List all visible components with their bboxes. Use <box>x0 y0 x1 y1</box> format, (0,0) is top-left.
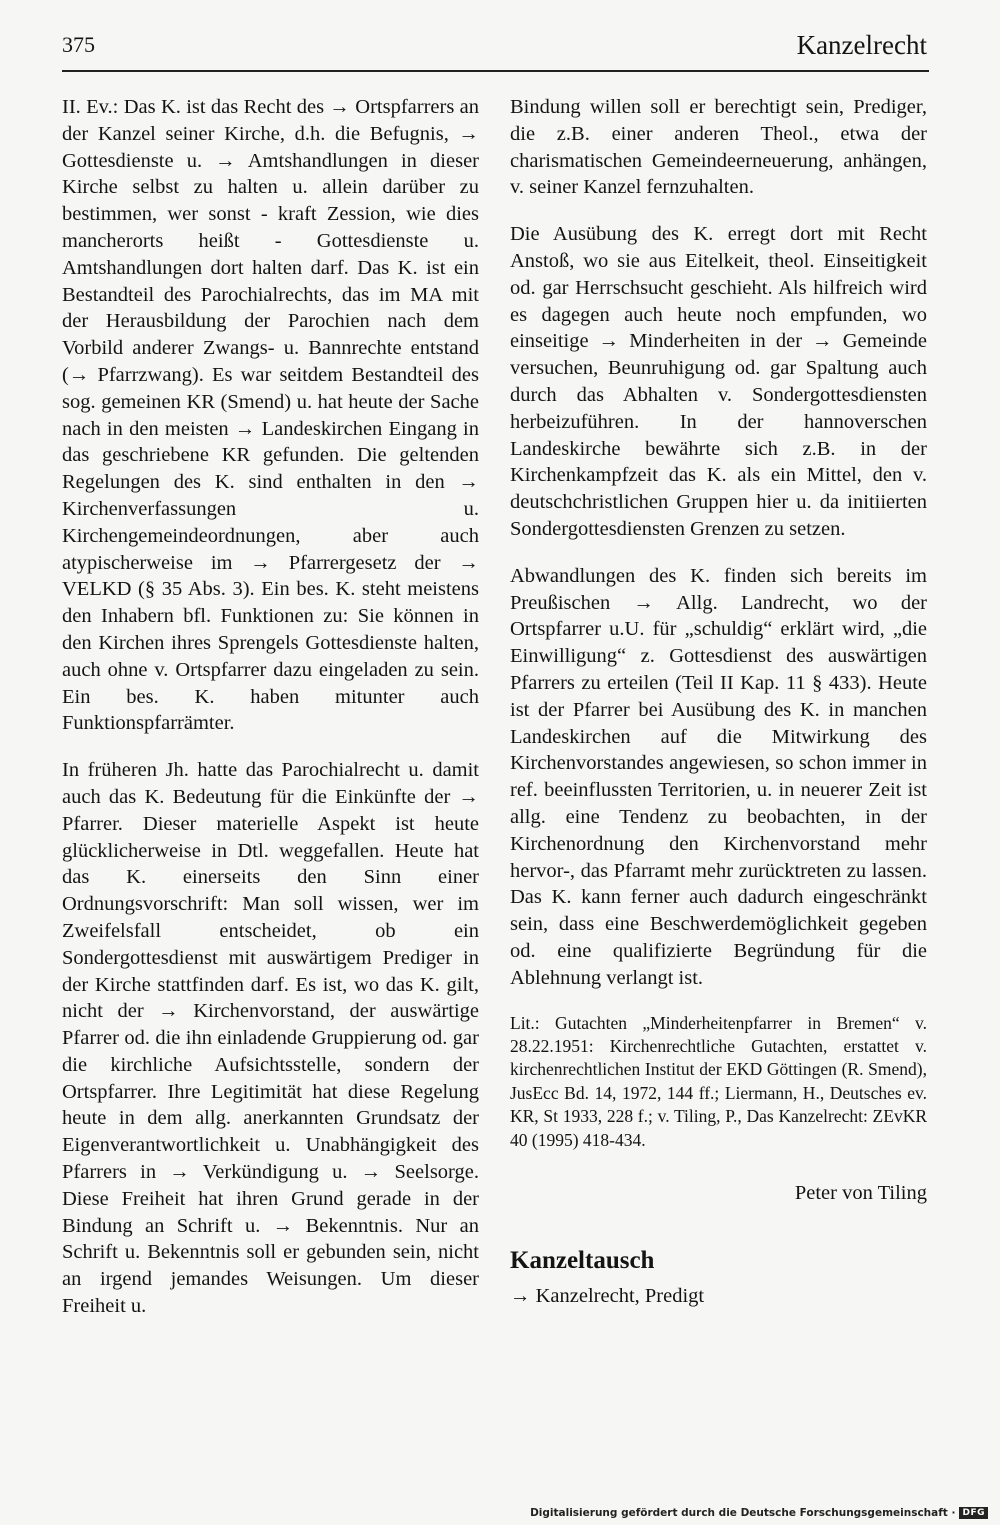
paragraph: II. Ev.: Das K. ist das Recht des → Ortspfarrers an der Kanzel seiner Kirche, d.h. die Befugnis, → Gottesdienste u. → Amtshandlungen in dieser Kirche selbst zu halten u. allein darüber zu bestimmen, wer sonst - kraft Zession, wie dies mancherorts heißt - Gottesdienste u. Amtshandlungen dort halten darf. Das K. ist ein Bestandteil des Parochialrechts, das im MA mit der Herausbildung der Parochien nach dem Vorbild anderer Zwangs- u. Bannrechte entstand (→ Pfarrzwang). Es war seitdem Bestandteil des sog. gemeinen KR (Smend) u. hat heute der Sache nach in den meisten → Landeskirchen Eingang in das geschriebene KR gefunden. Die geltenden Regelungen des K. sind enthalten in den → Kirchenverfassungen u. Kirchengemeindeordnungen, aber auch atypischerweise im → Pfarrergesetz der → VELKD (§ 35 Abs. 3). Ein bes. K. steht meistens den Inhabern bfl. Funktionen zu: Sie können in den Kirchen ihres Sprengels Gottesdienste halten, auch ohne v. Ortspfarrer dazu eingeladen zu sein. Ein bes. K. haben mitunter auch Funktionspfarrämter. <box>62 96 479 735</box>
credit-text: Digitalisierung gefördert durch die Deutsche Forschungsgemeinschaft · <box>530 1507 956 1519</box>
right-column <box>510 94 927 1308</box>
literature-references: Lit.: Gutachten „Minderheitenpfarrer in Bremen“ v. 28.22.1951: Kirchenrechtliche Gutachten, erstattet v. kirchenrechtlichen Institut der EKD Göttingen (R. Smend), JusEcc Bd. 14, 1972, 144 ff.; Liermann, H., Deutsches ev. KR, St 1933, 228 f.; v. Tiling, P., Das Kanzelrecht: ZEvKR 40 (1995) 418-434. <box>510 1012 927 1150</box>
paragraph: Abwandlungen des K. finden sich bereits im Preußischen → Allg. Landrecht, wo der Ortspfarrer u.U. für „schuldig“ erklärt wird, „die Einwilligung“ z. Gottesdienst des auswärtigen Pfarrers zu erteilen (Teil II Kap. 11 § 433). Heute ist der Pfarrer bei Ausübung des K. in manchen Landeskirchen auf die Mitwirkung des Kirchenvorstandes angewiesen, so schon immer in ref. beeinflussten Territorien, u. in neuerer Zeit ist allg. eine Tendenz zu beobachten, in der Kirchenordnung den Kirchenvorstand mehr hervor-, das Pfarramt mehr zurücktreten zu lassen. Das K. kann ferner auch dadurch eingeschränkt sein, dass eine Beschwerdemöglichkeit gegeben od. eine qualifizierte Begründung für die Ablehnung verlangt ist. <box>510 564 927 989</box>
left-column <box>62 94 479 1340</box>
digitization-credit <box>530 1507 988 1519</box>
page-number: 375 <box>62 32 95 57</box>
cross-reference: → Kanzelrecht, Predigt <box>510 1284 705 1307</box>
dfg-logo: DFG <box>959 1507 988 1519</box>
paragraph: In früheren Jh. hatte das Parochialrecht u. damit auch das K. Bedeutung für die Einkünfte der → Pfarrer. Dieser materielle Aspekt ist heute glücklicherweise in Dtl. weggefallen. Heute hat das K. einerseits den Sinn einer Ordnungsvorschrift: Man soll wissen, wer im Zweifelsfall entscheidet, ob ein Sondergottesdienst mit auswärtigem Prediger in der Kirche stattfinden darf. Es ist, wo das K. gilt, nicht der → Kirchenvorstand, der auswärtige Pfarrer od. die ihn einladende Gruppierung od. gar die kirchliche Aufsichtsstelle, sondern der Ortspfarrer. Ihre Legitimität hat diese Regelung heute in dem allg. anerkannten Grundsatz der Eigenverantwortlichkeit u. Unabhängigkeit des Pfarrers in → Verkündigung u. → Seelsorge. Diese Freiheit hat ihren Grund gerade in der Bindung an Schrift u. → Bekenntnis. Nur an Schrift u. Bekenntnis soll er gebunden sein, nicht an irgend jemandes Weisungen. Um dieser Freiheit u. <box>62 759 479 1318</box>
paragraph: Bindung willen soll er berechtigt sein, Prediger, die z.B. einer anderen Theol., etwa der charismatischen Gemeindeerneuerung, anhängen, v. seiner Kanzel fernzuhalten. <box>510 96 927 199</box>
page-header <box>62 30 929 72</box>
running-head: Kanzelrecht <box>796 30 927 60</box>
author-name: Peter von Tiling <box>794 1181 927 1204</box>
entry-title: Kanzeltausch <box>510 1246 655 1274</box>
paragraph: Die Ausübung des K. erregt dort mit Recht Anstoß, wo sie aus Eitelkeit, theol. Einseitigkeit od. gar Herrschsucht geschieht. Als hilfreich wird es dagegen auch heute noch empfunden, wo einseitige → Minderheiten in der → Gemeinde versuchen, Beunruhigung od. gar Spaltung auch durch das Abhalten v. Sondergottesdiensten herbeizuführen. In der hannoverschen Landeskirche bewährte sich z.B. in der Kirchenkampfzeit das K. als ein Mittel, den v. deutschchristlichen Gruppen hier u. da initiierten Sondergottesdiensten Grenzen zu setzen. <box>510 223 927 540</box>
